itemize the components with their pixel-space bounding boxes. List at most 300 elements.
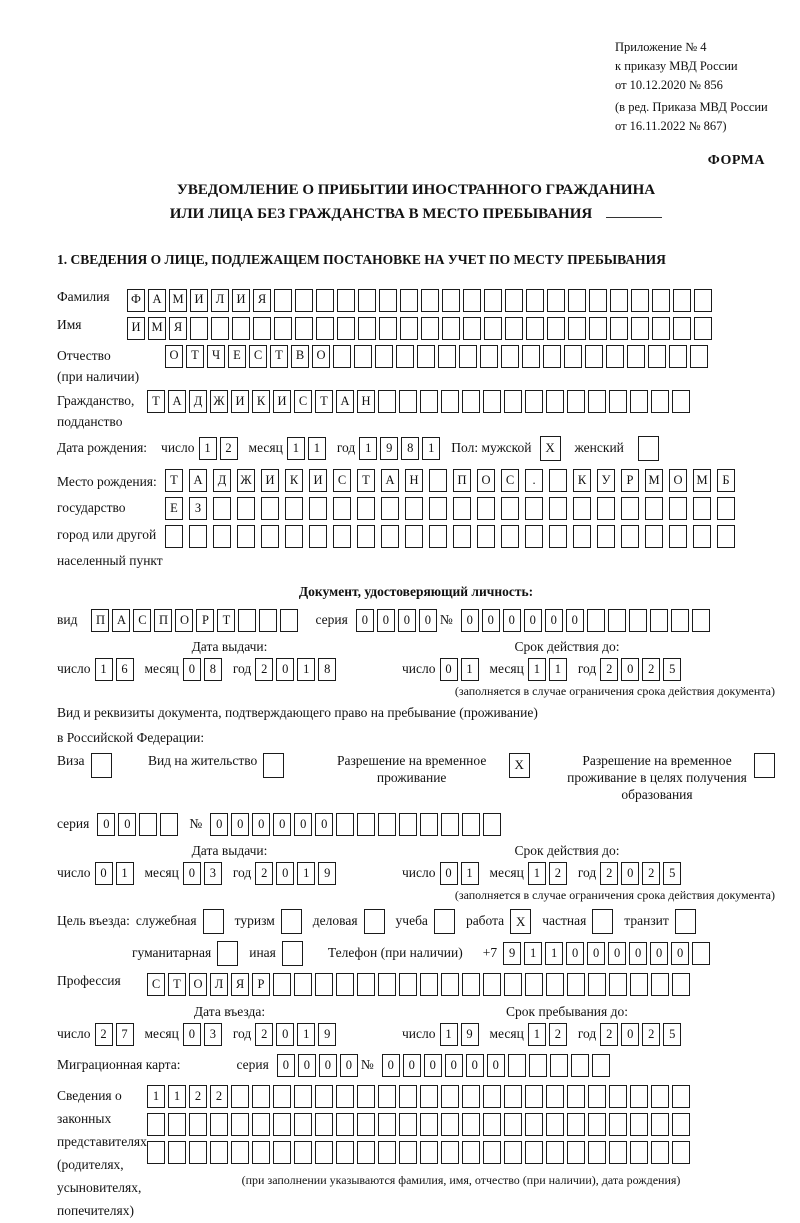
char-cell — [692, 942, 710, 965]
char-cell: 1 — [95, 658, 113, 681]
char-cell — [438, 345, 456, 368]
char-cell: 1 — [116, 862, 134, 885]
day-word: число — [57, 865, 91, 881]
char-cell — [462, 813, 480, 836]
birth-year-boxes[interactable] — [359, 437, 443, 460]
firstname-boxes[interactable] — [127, 317, 715, 340]
char-cell — [483, 1085, 501, 1108]
sex-female-checkbox[interactable] — [638, 436, 659, 461]
char-cell: 1 — [359, 437, 377, 460]
char-cell — [253, 317, 271, 340]
char-cell: 2 — [549, 1023, 567, 1046]
month-word: месяц — [489, 661, 524, 677]
char-cell: 0 — [587, 942, 605, 965]
char-cell — [587, 609, 605, 632]
char-cell — [441, 973, 459, 996]
char-cell: К — [573, 469, 591, 492]
char-cell — [483, 1141, 501, 1164]
char-cell: К — [252, 390, 270, 413]
temp-residence-checkbox[interactable]: X — [509, 753, 530, 778]
char-cell — [462, 390, 480, 413]
char-cell: 5 — [663, 1023, 681, 1046]
patronymic-row — [57, 345, 775, 388]
purpose-work-label: работа — [465, 913, 505, 929]
entry-day[interactable] — [95, 1023, 137, 1046]
entry-year[interactable] — [255, 1023, 339, 1046]
char-cell — [231, 1113, 249, 1136]
char-cell — [631, 289, 649, 312]
char-cell — [295, 289, 313, 312]
char-cell: Т — [357, 469, 375, 492]
char-cell — [378, 813, 396, 836]
char-cell: 2 — [600, 862, 618, 885]
forma-label: ФОРМА — [707, 152, 765, 168]
surname-boxes[interactable] — [127, 289, 715, 312]
expiry-note: (заполняется в случае ограничения срока действия документа) — [454, 888, 775, 903]
purpose-study-label: учеба — [395, 913, 428, 929]
char-cell: Е — [228, 345, 246, 368]
char-cell: А — [189, 469, 207, 492]
char-cell — [672, 1085, 690, 1108]
migcard-number-boxes[interactable] — [382, 1054, 613, 1077]
char-cell: П — [91, 609, 109, 632]
char-cell — [459, 345, 477, 368]
doc-number-boxes[interactable] — [461, 609, 713, 632]
doc-series-boxes[interactable] — [356, 609, 440, 632]
form-title — [57, 179, 775, 226]
day-word: число — [402, 661, 436, 677]
option-visa — [57, 753, 112, 778]
char-cell: И — [190, 289, 208, 312]
char-cell — [504, 390, 522, 413]
char-cell: Т — [168, 973, 186, 996]
char-cell: Т — [217, 609, 235, 632]
profession-boxes[interactable] — [147, 973, 693, 996]
char-cell — [480, 345, 498, 368]
reps-boxes-row3[interactable] — [147, 1141, 693, 1164]
char-cell — [309, 525, 327, 548]
char-cell — [333, 497, 351, 520]
char-cell — [651, 390, 669, 413]
purpose-private-checkbox[interactable] — [592, 909, 613, 934]
doc-issue-day[interactable] — [95, 658, 137, 681]
char-cell: 9 — [503, 942, 521, 965]
doc-expiry-year[interactable] — [600, 658, 684, 681]
char-cell: 0 — [629, 942, 647, 965]
char-cell — [315, 973, 333, 996]
migcard-number-label: № — [360, 1057, 374, 1073]
res-series-boxes[interactable] — [97, 813, 181, 836]
char-cell — [238, 609, 256, 632]
char-cell — [210, 1113, 228, 1136]
sex-female-label: женский — [574, 440, 624, 456]
char-cell — [358, 289, 376, 312]
char-cell — [336, 1113, 354, 1136]
surname-row — [57, 289, 775, 312]
stay-until-month[interactable] — [528, 1023, 570, 1046]
citizenship-label: Гражданство, — [57, 392, 135, 408]
char-cell — [573, 497, 591, 520]
patronymic-boxes[interactable] — [165, 345, 711, 368]
char-cell — [261, 497, 279, 520]
char-cell: 0 — [419, 609, 437, 632]
char-cell: 0 — [403, 1054, 421, 1077]
char-cell — [210, 1141, 228, 1164]
char-cell — [546, 390, 564, 413]
char-cell — [358, 317, 376, 340]
char-cell — [231, 1141, 249, 1164]
char-cell — [294, 1085, 312, 1108]
char-cell: Б — [717, 469, 735, 492]
doc-kind-boxes[interactable] — [91, 609, 301, 632]
temp-residence-education-label: Разрешение на временное проживание в целях получения образования — [567, 752, 747, 802]
birthplace-boxes-row2[interactable] — [165, 497, 741, 520]
char-cell — [237, 497, 255, 520]
stay-until-day[interactable] — [440, 1023, 482, 1046]
char-cell — [571, 1054, 589, 1077]
char-cell — [462, 1085, 480, 1108]
profession-label: Профессия — [57, 973, 121, 989]
res-issue-day[interactable] — [95, 862, 137, 885]
char-cell — [546, 1141, 564, 1164]
char-cell — [453, 497, 471, 520]
birth-month-boxes[interactable] — [287, 437, 329, 460]
char-cell: 0 — [319, 1054, 337, 1077]
residence-doc-options — [57, 753, 775, 804]
citizenship-boxes[interactable] — [147, 390, 693, 413]
char-cell: Т — [186, 345, 204, 368]
char-cell: 9 — [461, 1023, 479, 1046]
char-cell: 0 — [487, 1054, 505, 1077]
char-cell: Н — [357, 390, 375, 413]
char-cell — [630, 1085, 648, 1108]
char-cell: Т — [147, 390, 165, 413]
char-cell: 3 — [204, 1023, 222, 1046]
char-cell — [525, 497, 543, 520]
char-cell: 0 — [276, 862, 294, 885]
char-cell — [421, 289, 439, 312]
char-cell: 9 — [380, 437, 398, 460]
char-cell — [525, 973, 543, 996]
stay-until-year[interactable] — [600, 1023, 684, 1046]
char-cell: 1 — [422, 437, 440, 460]
birthplace-boxes-row3[interactable] — [165, 525, 741, 548]
char-cell: 0 — [118, 813, 136, 836]
expiry-date-header: Срок действия до: — [514, 639, 620, 655]
char-cell — [483, 813, 501, 836]
char-cell: 0 — [231, 813, 249, 836]
option-residence-permit — [148, 753, 284, 778]
char-cell — [567, 390, 585, 413]
char-cell: 0 — [97, 813, 115, 836]
char-cell — [501, 345, 519, 368]
purpose-commercial-checkbox[interactable] — [364, 909, 385, 934]
char-cell: 0 — [503, 609, 521, 632]
char-cell: Д — [189, 390, 207, 413]
char-cell: 0 — [621, 658, 639, 681]
char-cell — [652, 317, 670, 340]
char-cell: С — [147, 973, 165, 996]
char-cell — [504, 1113, 522, 1136]
char-cell — [650, 609, 668, 632]
birth-day-boxes[interactable] — [199, 437, 241, 460]
char-cell — [501, 525, 519, 548]
char-cell: А — [381, 469, 399, 492]
char-cell — [315, 1085, 333, 1108]
char-cell — [609, 1113, 627, 1136]
char-cell: 0 — [545, 609, 563, 632]
char-cell — [333, 345, 351, 368]
char-cell — [504, 1085, 522, 1108]
char-cell: П — [154, 609, 172, 632]
char-cell — [526, 317, 544, 340]
char-cell: 0 — [608, 942, 626, 965]
birthplace-block — [57, 469, 775, 574]
purpose-business-checkbox[interactable] — [203, 909, 224, 934]
res-expiry-month[interactable] — [528, 862, 570, 885]
char-cell — [669, 345, 687, 368]
char-cell — [483, 973, 501, 996]
char-cell: 0 — [252, 813, 270, 836]
migration-card-label: Миграционная карта: — [57, 1057, 181, 1073]
char-cell: 2 — [255, 862, 273, 885]
residence-permit-label: Вид на жительство — [147, 752, 258, 768]
reps-label-line: Сведения о — [57, 1088, 122, 1104]
char-cell — [547, 317, 565, 340]
char-cell — [441, 1113, 459, 1136]
char-cell — [274, 289, 292, 312]
char-cell — [693, 525, 711, 548]
visa-checkbox[interactable] — [91, 753, 112, 778]
char-cell: 0 — [183, 658, 201, 681]
char-cell — [597, 497, 615, 520]
appendix-line: Приложение № 4 — [615, 40, 707, 54]
char-cell: Р — [196, 609, 214, 632]
char-cell — [690, 345, 708, 368]
char-cell — [147, 1141, 165, 1164]
char-cell: 1 — [528, 862, 546, 885]
char-cell — [547, 289, 565, 312]
year-word: год — [232, 1026, 252, 1042]
migration-card-row — [57, 1054, 775, 1077]
char-cell: А — [336, 390, 354, 413]
reps-note: (при заполнении указываются фамилия, имя, отчество (при наличии), дата рождения) — [241, 1173, 681, 1188]
birthplace-label-settlement: населенный пункт — [57, 552, 163, 568]
char-cell: 0 — [621, 1023, 639, 1046]
char-cell — [442, 289, 460, 312]
char-cell — [627, 345, 645, 368]
char-cell — [315, 1113, 333, 1136]
char-cell — [592, 1054, 610, 1077]
char-cell: О — [669, 469, 687, 492]
char-cell: Р — [252, 973, 270, 996]
char-cell — [442, 317, 460, 340]
char-cell: 1 — [461, 658, 479, 681]
char-cell — [673, 317, 691, 340]
char-cell: Т — [165, 469, 183, 492]
char-cell — [273, 1085, 291, 1108]
char-cell: 0 — [183, 1023, 201, 1046]
residence-permit-checkbox[interactable] — [263, 753, 284, 778]
char-cell: 0 — [424, 1054, 442, 1077]
char-cell — [694, 289, 712, 312]
char-cell — [609, 1141, 627, 1164]
doc-issue-year[interactable] — [255, 658, 339, 681]
char-cell — [483, 1113, 501, 1136]
char-cell: П — [453, 469, 471, 492]
identity-doc-heading: Документ, удостоверяющий личность: — [298, 584, 534, 600]
entry-date-header: Дата въезда: — [193, 1004, 266, 1020]
char-cell: 1 — [440, 1023, 458, 1046]
char-cell — [477, 497, 495, 520]
entry-purpose-row — [57, 909, 775, 934]
char-cell: А — [168, 390, 186, 413]
char-cell — [147, 1113, 165, 1136]
res-number-boxes[interactable] — [210, 813, 504, 836]
month-word: месяц — [144, 1026, 179, 1042]
form-title-line1: УВЕДОМЛЕНИЕ О ПРИБЫТИИ ИНОСТРАННОГО ГРАЖДАНИНА — [176, 182, 656, 199]
char-cell — [573, 525, 591, 548]
char-cell: Я — [253, 289, 271, 312]
char-cell: 2 — [255, 658, 273, 681]
char-cell — [139, 813, 157, 836]
expiry-date-header: Срок действия до: — [514, 843, 620, 859]
entry-date-headers — [57, 1004, 775, 1021]
reps-label-line: представителях — [57, 1134, 147, 1149]
purpose-other-label: иная — [249, 945, 276, 961]
char-cell — [669, 497, 687, 520]
char-cell — [285, 497, 303, 520]
purpose-work-checkbox[interactable]: X — [510, 909, 531, 934]
char-cell: И — [231, 390, 249, 413]
char-cell — [168, 1113, 186, 1136]
char-cell — [717, 497, 735, 520]
purpose-tourism-checkbox[interactable] — [281, 909, 302, 934]
char-cell: С — [249, 345, 267, 368]
reps-label-line: (родителях, — [57, 1156, 124, 1172]
reps-boxes-row2[interactable] — [147, 1113, 693, 1136]
char-cell — [213, 525, 231, 548]
entry-month[interactable] — [183, 1023, 225, 1046]
char-cell — [610, 289, 628, 312]
char-cell — [567, 1141, 585, 1164]
char-cell: 2 — [255, 1023, 273, 1046]
char-cell — [168, 1141, 186, 1164]
char-cell: С — [501, 469, 519, 492]
char-cell: 9 — [318, 862, 336, 885]
char-cell: Ж — [237, 469, 255, 492]
res-issue-year[interactable] — [255, 862, 339, 885]
char-cell — [621, 497, 639, 520]
phone-boxes[interactable] — [503, 942, 713, 965]
char-cell — [651, 973, 669, 996]
char-cell — [294, 1113, 312, 1136]
doc-expiry-day[interactable] — [440, 658, 482, 681]
char-cell — [252, 1085, 270, 1108]
char-cell — [294, 973, 312, 996]
migcard-series-boxes[interactable] — [277, 1054, 361, 1077]
char-cell — [189, 525, 207, 548]
char-cell: 0 — [445, 1054, 463, 1077]
char-cell: 0 — [273, 813, 291, 836]
month-word: месяц — [489, 865, 524, 881]
temp-residence-education-checkbox[interactable] — [754, 753, 775, 778]
char-cell: З — [189, 497, 207, 520]
issue-date-header: Дата выдачи: — [191, 639, 268, 655]
char-cell — [630, 973, 648, 996]
char-cell: 1 — [549, 658, 567, 681]
residence-doc-intro2: в Российской Федерации: — [57, 729, 205, 745]
char-cell — [525, 390, 543, 413]
doc-issue-month[interactable] — [183, 658, 225, 681]
char-cell — [651, 1085, 669, 1108]
char-cell: 2 — [549, 862, 567, 885]
doc-series-label: серия — [315, 612, 348, 628]
char-cell: 2 — [220, 437, 238, 460]
char-cell: О — [312, 345, 330, 368]
res-number-label: № — [189, 816, 203, 832]
char-cell: 0 — [276, 1023, 294, 1046]
char-cell: 0 — [461, 609, 479, 632]
doc-number-label: № — [439, 612, 453, 628]
char-cell — [630, 1141, 648, 1164]
char-cell: Д — [213, 469, 231, 492]
residence-doc-date-headers — [57, 843, 775, 860]
doc-expiry-month[interactable] — [528, 658, 570, 681]
res-issue-month[interactable] — [183, 862, 225, 885]
char-cell — [336, 1141, 354, 1164]
section1-heading: 1. СВЕДЕНИЯ О ЛИЦЕ, ПОДЛЕЖАЩЕМ ПОСТАНОВКЕ НА УЧЕТ ПО МЕСТУ ПРЕБЫВАНИЯ — [57, 251, 666, 267]
char-cell — [399, 813, 417, 836]
char-cell — [585, 345, 603, 368]
char-cell — [165, 525, 183, 548]
char-cell — [316, 289, 334, 312]
res-expiry-year[interactable] — [600, 862, 684, 885]
char-cell: И — [127, 317, 145, 340]
char-cell — [608, 609, 626, 632]
purpose-other-checkbox[interactable] — [282, 941, 303, 966]
char-cell — [420, 973, 438, 996]
migcard-series-label: серия — [236, 1057, 269, 1073]
char-cell — [648, 345, 666, 368]
char-cell — [400, 289, 418, 312]
char-cell: 2 — [642, 862, 660, 885]
char-cell — [645, 497, 663, 520]
purpose-study-checkbox[interactable] — [434, 909, 455, 934]
res-expiry-day[interactable] — [440, 862, 482, 885]
char-cell — [462, 973, 480, 996]
reps-boxes-row1[interactable] — [147, 1085, 693, 1108]
identity-doc-row — [57, 609, 775, 632]
char-cell — [589, 289, 607, 312]
char-cell — [525, 1113, 543, 1136]
char-cell — [337, 289, 355, 312]
char-cell — [692, 609, 710, 632]
purpose-humanitarian-checkbox[interactable] — [217, 941, 238, 966]
purpose-business-label: служебная — [135, 913, 197, 929]
res-series-label: серия — [57, 816, 90, 832]
sex-male-checkbox[interactable]: X — [540, 436, 561, 461]
char-cell — [645, 525, 663, 548]
char-cell: 0 — [524, 609, 542, 632]
purpose-transit-checkbox[interactable] — [675, 909, 696, 934]
char-cell — [453, 525, 471, 548]
char-cell — [549, 469, 567, 492]
char-cell: 1 — [461, 862, 479, 885]
char-cell — [420, 813, 438, 836]
char-cell — [316, 317, 334, 340]
birthplace-boxes-row1[interactable] — [165, 469, 741, 492]
